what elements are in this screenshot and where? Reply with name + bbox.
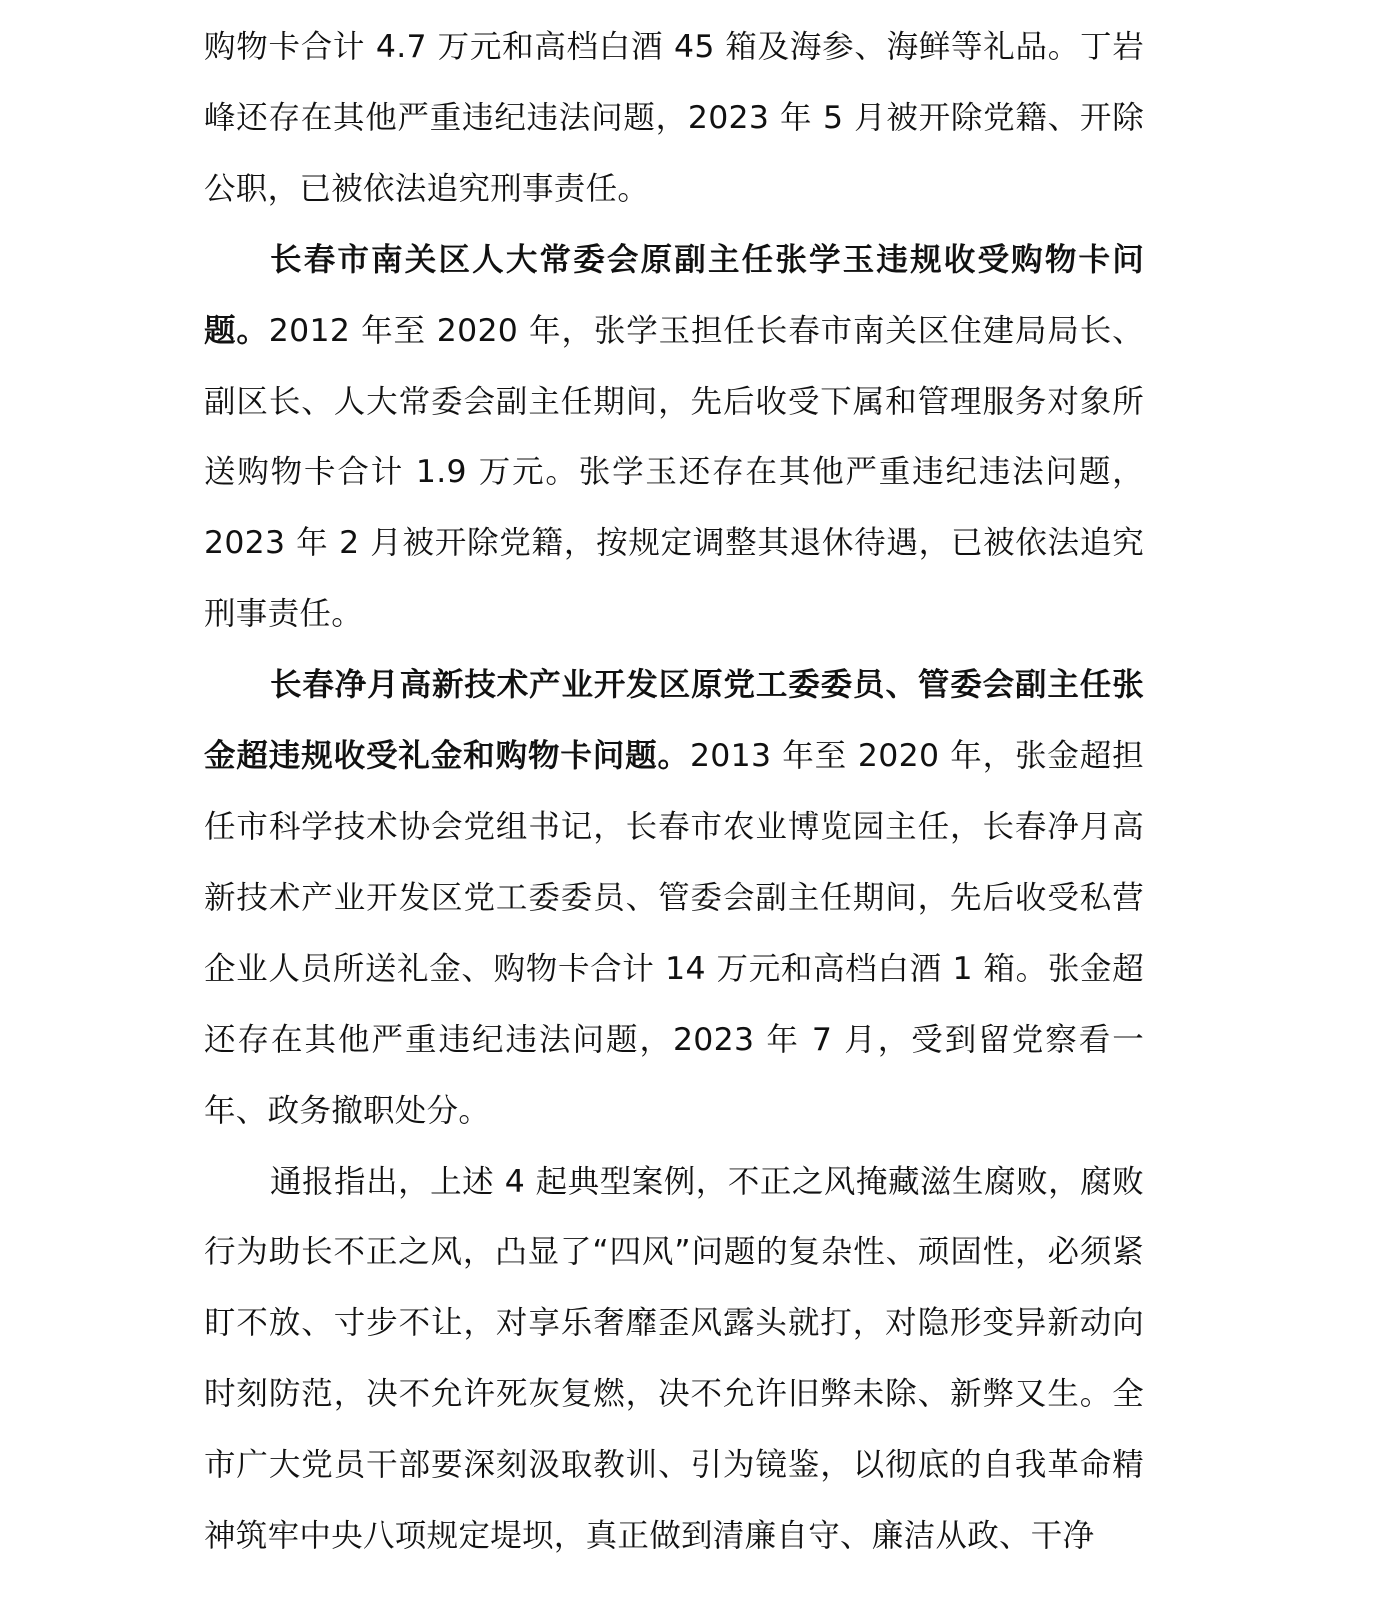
paragraph-notice-summary [204,1147,1144,1572]
paragraph-zhang-jinchao-case [204,650,1144,1146]
case-heading: 长春市南关区人大常委会原副主任张学玉违规收受购物卡问题。 [204,241,1144,349]
paragraph-text: 购物卡合计 4.7 万元和高档白酒 45 箱及海参、海鲜等礼品。丁岩峰还存在其他严重违纪违法问题，2023 年 5 月被开除党籍、开除公职，已被依法追究刑事责任。 [204,29,1144,207]
document-page [204,12,1144,1572]
paragraph-text: 通报指出，上述 4 起典型案例，不正之风掩藏滋生腐败，腐败行为助长不正之风，凸显了“四风”问题的复杂性、顽固性，必须紧盯不放、寸步不让，对享乐奢靡歪风露头就打，对隐形变异新动向时刻防范，决不允许死灰复燃，决不允许旧弊未除、新弊又生。全市广大党员干部要深刻汲取教训、引为镜鉴，以彻底的自我革命精神筑牢中央八项规定堤坝，真正做到清廉自守、廉洁从政、干净 [204,1163,1144,1555]
paragraph-zhang-xueyu-case [204,225,1144,650]
paragraph-ding-yanfeng-case-end [204,12,1144,225]
paragraph-text: 2012 年至 2020 年，张学玉担任长春市南关区住建局局长、副区长、人大常委会副主任期间，先后收受下属和管理服务对象所送购物卡合计 1.9 万元。张学玉还存在其他严重违纪违法问题，2023 年 2 月被开除党籍，按规定调整其退休待遇，已被依法追究刑事责任。 [204,312,1144,633]
paragraph-text: 2013 年至 2020 年，张金超担任市科学技术协会党组书记，长春市农业博览园主任，长春净月高新技术产业开发区党工委委员、管委会副主任期间，先后收受私营企业人员所送礼金、购物卡合计 14 万元和高档白酒 1 箱。张金超还存在其他严重违纪违法问题，2023 年 7 月，受到留党察看一年、政务撤职处分。 [204,738,1144,1129]
case-heading: 长春净月高新技术产业开发区原党工委委员、管委会副主任张金超违规收受礼金和购物卡问题。 [204,667,1144,775]
